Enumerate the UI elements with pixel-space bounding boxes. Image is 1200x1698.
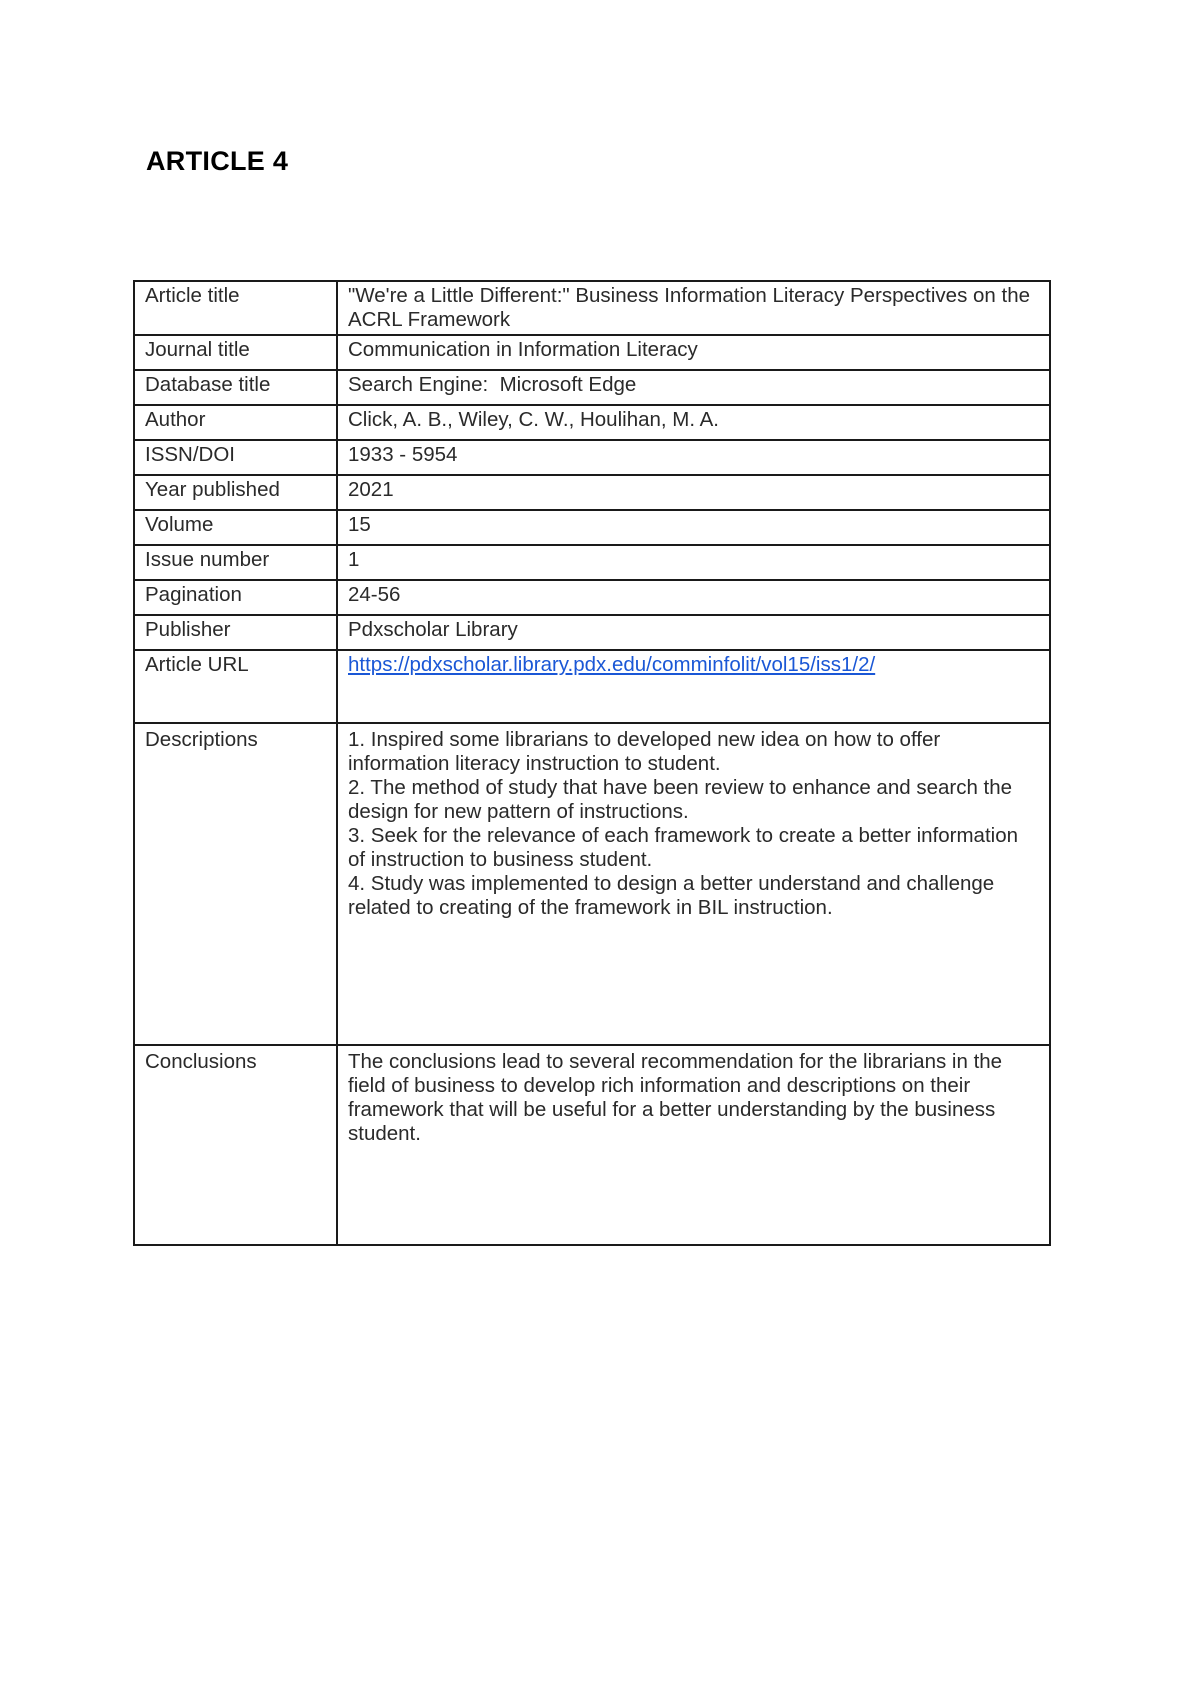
value-author: Click, A. B., Wiley, C. W., Houlihan, M. A.: [337, 405, 1050, 440]
table-row-issue-number: [134, 545, 1050, 580]
table-row-pagination: [134, 580, 1050, 615]
label-pagination: Pagination: [134, 580, 337, 615]
value-issn-doi: 1933 - 5954: [337, 440, 1050, 475]
label-article-title: Article title: [134, 281, 337, 335]
value-journal-title: Communication in Information Literacy: [337, 335, 1050, 370]
label-volume: Volume: [134, 510, 337, 545]
table-row-article-url: [134, 650, 1050, 723]
description-item: 2. The method of study that have been review to enhance and search the design for new pattern of instructions.: [348, 776, 1013, 823]
table-row-database-title: [134, 370, 1050, 405]
label-conclusions: Conclusions: [134, 1045, 337, 1245]
page-title: ARTICLE 4: [146, 146, 289, 176]
value-publisher: Pdxscholar Library: [337, 615, 1050, 650]
table-row-journal-title: [134, 335, 1050, 370]
value-volume: 15: [337, 510, 1050, 545]
label-year-published: Year published: [134, 475, 337, 510]
table-row-year-published: [134, 475, 1050, 510]
value-descriptions: [337, 723, 1050, 1045]
label-issn-doi: ISSN/DOI: [134, 440, 337, 475]
value-issue-number: 1: [337, 545, 1050, 580]
value-article-url: [337, 650, 1050, 723]
article-info-table: [133, 280, 1051, 1246]
table-row-descriptions: [134, 723, 1050, 1045]
label-database-title: Database title: [134, 370, 337, 405]
table-row-volume: [134, 510, 1050, 545]
table-row-issn-doi: [134, 440, 1050, 475]
value-year-published: 2021: [337, 475, 1050, 510]
label-publisher: Publisher: [134, 615, 337, 650]
label-article-url: Article URL: [134, 650, 337, 723]
table-row-publisher: [134, 615, 1050, 650]
label-author: Author: [134, 405, 337, 440]
label-descriptions: Descriptions: [134, 723, 337, 1045]
label-journal-title: Journal title: [134, 335, 337, 370]
table-row-conclusions: [134, 1045, 1050, 1245]
table-row-article-title: [134, 281, 1050, 335]
value-article-title: "We're a Little Different:" Business Information Literacy Perspectives on the ACRL Framework: [337, 281, 1050, 335]
table-row-author: [134, 405, 1050, 440]
label-issue-number: Issue number: [134, 545, 337, 580]
description-item: 1. Inspired some librarians to developed new idea on how to offer information literacy instruction to student.: [348, 728, 941, 775]
value-pagination: 24-56: [337, 580, 1050, 615]
value-conclusions: The conclusions lead to several recommendation for the librarians in the field of business to develop rich information and descriptions on their framework that will be useful for a better understanding by the business student.: [337, 1045, 1050, 1245]
description-item: 4. Study was implemented to design a better understand and challenge related to creating of the framework in BIL instruction.: [348, 872, 995, 919]
article-url-link[interactable]: https://pdxscholar.library.pdx.edu/comminfolit/vol15/iss1/2/: [348, 653, 876, 676]
value-database-title: Search Engine: Microsoft Edge: [337, 370, 1050, 405]
description-item: 3. Seek for the relevance of each framework to create a better information of instruction to business student.: [348, 824, 1019, 871]
